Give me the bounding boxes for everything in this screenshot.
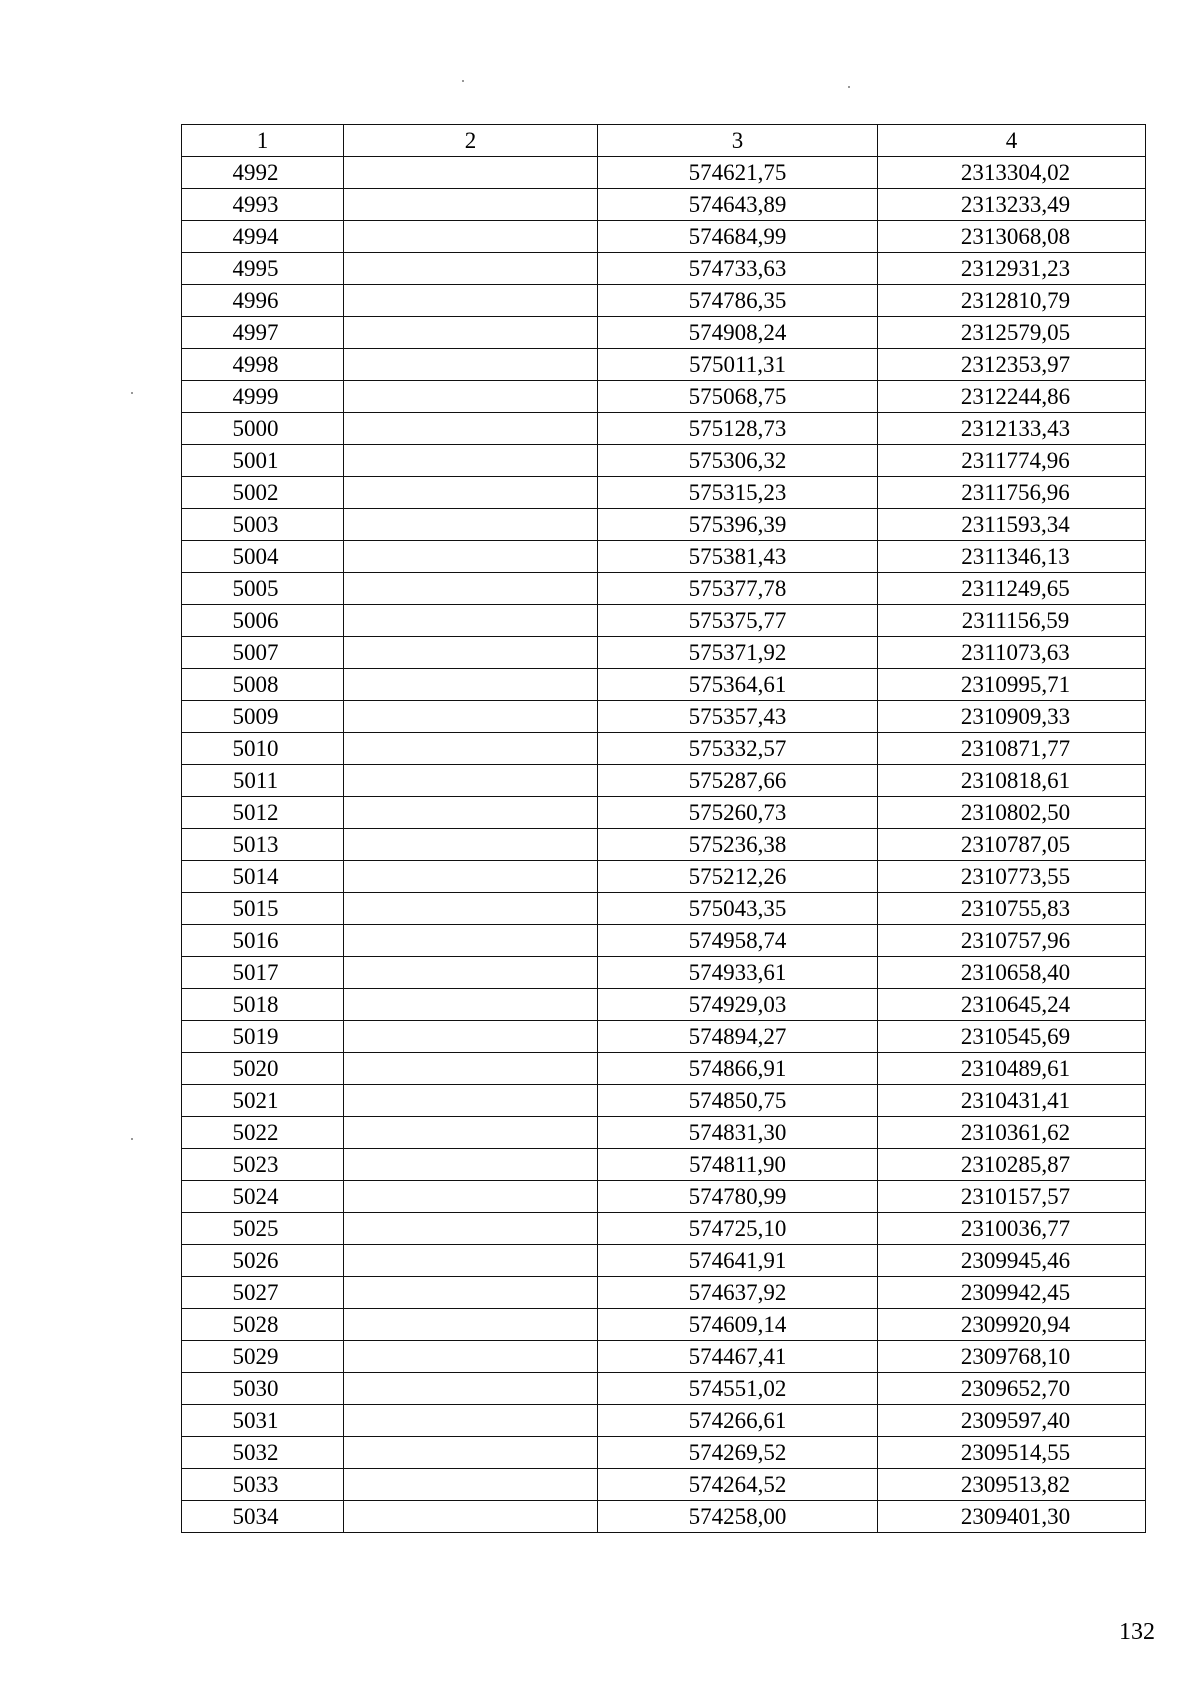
x-coordinate-cell: 574725,10 bbox=[598, 1213, 878, 1245]
scan-speck bbox=[131, 1138, 133, 1140]
note-cell bbox=[344, 1277, 598, 1309]
table-row bbox=[182, 989, 1146, 1021]
point-number-cell: 5005 bbox=[182, 573, 344, 605]
table-row bbox=[182, 1181, 1146, 1213]
point-number-cell: 5028 bbox=[182, 1309, 344, 1341]
x-coordinate-cell: 574467,41 bbox=[598, 1341, 878, 1373]
y-coordinate-cell: 2310157,57 bbox=[878, 1181, 1146, 1213]
table-row bbox=[182, 1501, 1146, 1533]
note-cell bbox=[344, 541, 598, 573]
x-coordinate-cell: 574811,90 bbox=[598, 1149, 878, 1181]
note-cell bbox=[344, 605, 598, 637]
point-number-cell: 4994 bbox=[182, 221, 344, 253]
y-coordinate-cell: 2313233,49 bbox=[878, 189, 1146, 221]
point-number-cell: 5024 bbox=[182, 1181, 344, 1213]
x-coordinate-cell: 574264,52 bbox=[598, 1469, 878, 1501]
point-number-cell: 5006 bbox=[182, 605, 344, 637]
x-coordinate-cell: 574908,24 bbox=[598, 317, 878, 349]
point-number-cell: 5012 bbox=[182, 797, 344, 829]
table-row bbox=[182, 797, 1146, 829]
table-row bbox=[182, 605, 1146, 637]
table-row bbox=[182, 1341, 1146, 1373]
x-coordinate-cell: 574958,74 bbox=[598, 925, 878, 957]
point-number-cell: 5029 bbox=[182, 1341, 344, 1373]
point-number-cell: 5019 bbox=[182, 1021, 344, 1053]
y-coordinate-cell: 2310545,69 bbox=[878, 1021, 1146, 1053]
table-row bbox=[182, 925, 1146, 957]
x-coordinate-cell: 575357,43 bbox=[598, 701, 878, 733]
table-row bbox=[182, 253, 1146, 285]
point-number-cell: 5009 bbox=[182, 701, 344, 733]
y-coordinate-cell: 2311156,59 bbox=[878, 605, 1146, 637]
y-coordinate-cell: 2309597,40 bbox=[878, 1405, 1146, 1437]
note-cell bbox=[344, 1437, 598, 1469]
table-row bbox=[182, 1309, 1146, 1341]
table-row bbox=[182, 541, 1146, 573]
x-coordinate-cell: 575332,57 bbox=[598, 733, 878, 765]
table-row bbox=[182, 1053, 1146, 1085]
point-number-cell: 5016 bbox=[182, 925, 344, 957]
scan-speck bbox=[462, 80, 464, 82]
y-coordinate-cell: 2309920,94 bbox=[878, 1309, 1146, 1341]
table-row bbox=[182, 1373, 1146, 1405]
scan-speck bbox=[848, 86, 850, 88]
x-coordinate-cell: 574641,91 bbox=[598, 1245, 878, 1277]
table-row bbox=[182, 1245, 1146, 1277]
point-number-cell: 5001 bbox=[182, 445, 344, 477]
y-coordinate-cell: 2310773,55 bbox=[878, 861, 1146, 893]
table-row bbox=[182, 1085, 1146, 1117]
table-row bbox=[182, 861, 1146, 893]
note-cell bbox=[344, 1117, 598, 1149]
note-cell bbox=[344, 221, 598, 253]
x-coordinate-cell: 574684,99 bbox=[598, 221, 878, 253]
table-row bbox=[182, 701, 1146, 733]
y-coordinate-cell: 2310871,77 bbox=[878, 733, 1146, 765]
y-coordinate-cell: 2311249,65 bbox=[878, 573, 1146, 605]
y-coordinate-cell: 2310909,33 bbox=[878, 701, 1146, 733]
note-cell bbox=[344, 1149, 598, 1181]
note-cell bbox=[344, 829, 598, 861]
table-row bbox=[182, 413, 1146, 445]
point-number-cell: 5002 bbox=[182, 477, 344, 509]
y-coordinate-cell: 2312810,79 bbox=[878, 285, 1146, 317]
x-coordinate-cell: 575396,39 bbox=[598, 509, 878, 541]
point-number-cell: 5018 bbox=[182, 989, 344, 1021]
note-cell bbox=[344, 1053, 598, 1085]
note-cell bbox=[344, 445, 598, 477]
header-col-2: 2 bbox=[344, 125, 598, 157]
y-coordinate-cell: 2310036,77 bbox=[878, 1213, 1146, 1245]
note-cell bbox=[344, 1021, 598, 1053]
point-number-cell: 5021 bbox=[182, 1085, 344, 1117]
note-cell bbox=[344, 381, 598, 413]
y-coordinate-cell: 2310802,50 bbox=[878, 797, 1146, 829]
table-row bbox=[182, 157, 1146, 189]
y-coordinate-cell: 2312133,43 bbox=[878, 413, 1146, 445]
y-coordinate-cell: 2310431,41 bbox=[878, 1085, 1146, 1117]
header-col-3: 3 bbox=[598, 125, 878, 157]
scan-speck bbox=[131, 392, 133, 394]
y-coordinate-cell: 2310285,87 bbox=[878, 1149, 1146, 1181]
note-cell bbox=[344, 1213, 598, 1245]
table-row bbox=[182, 957, 1146, 989]
table-row bbox=[182, 221, 1146, 253]
note-cell bbox=[344, 1085, 598, 1117]
x-coordinate-cell: 575315,23 bbox=[598, 477, 878, 509]
point-number-cell: 5008 bbox=[182, 669, 344, 701]
coordinates-table bbox=[181, 124, 1146, 1533]
note-cell bbox=[344, 253, 598, 285]
y-coordinate-cell: 2311774,96 bbox=[878, 445, 1146, 477]
y-coordinate-cell: 2311756,96 bbox=[878, 477, 1146, 509]
x-coordinate-cell: 575128,73 bbox=[598, 413, 878, 445]
note-cell bbox=[344, 285, 598, 317]
note-cell bbox=[344, 797, 598, 829]
y-coordinate-cell: 2310757,96 bbox=[878, 925, 1146, 957]
x-coordinate-cell: 574733,63 bbox=[598, 253, 878, 285]
point-number-cell: 4997 bbox=[182, 317, 344, 349]
note-cell bbox=[344, 1245, 598, 1277]
point-number-cell: 5030 bbox=[182, 1373, 344, 1405]
note-cell bbox=[344, 925, 598, 957]
y-coordinate-cell: 2310361,62 bbox=[878, 1117, 1146, 1149]
y-coordinate-cell: 2310818,61 bbox=[878, 765, 1146, 797]
x-coordinate-cell: 574637,92 bbox=[598, 1277, 878, 1309]
table-row bbox=[182, 381, 1146, 413]
y-coordinate-cell: 2310787,05 bbox=[878, 829, 1146, 861]
point-number-cell: 4993 bbox=[182, 189, 344, 221]
note-cell bbox=[344, 669, 598, 701]
point-number-cell: 5000 bbox=[182, 413, 344, 445]
table-row bbox=[182, 1213, 1146, 1245]
x-coordinate-cell: 574933,61 bbox=[598, 957, 878, 989]
point-number-cell: 4992 bbox=[182, 157, 344, 189]
note-cell bbox=[344, 989, 598, 1021]
note-cell bbox=[344, 413, 598, 445]
point-number-cell: 4998 bbox=[182, 349, 344, 381]
x-coordinate-cell: 574258,00 bbox=[598, 1501, 878, 1533]
x-coordinate-cell: 575236,38 bbox=[598, 829, 878, 861]
x-coordinate-cell: 575011,31 bbox=[598, 349, 878, 381]
page-number: 132 bbox=[1119, 1619, 1155, 1645]
y-coordinate-cell: 2310995,71 bbox=[878, 669, 1146, 701]
note-cell bbox=[344, 573, 598, 605]
table-row bbox=[182, 477, 1146, 509]
y-coordinate-cell: 2311073,63 bbox=[878, 637, 1146, 669]
point-number-cell: 5007 bbox=[182, 637, 344, 669]
point-number-cell: 5004 bbox=[182, 541, 344, 573]
point-number-cell: 5031 bbox=[182, 1405, 344, 1437]
x-coordinate-cell: 575212,26 bbox=[598, 861, 878, 893]
x-coordinate-cell: 574831,30 bbox=[598, 1117, 878, 1149]
note-cell bbox=[344, 157, 598, 189]
x-coordinate-cell: 574266,61 bbox=[598, 1405, 878, 1437]
note-cell bbox=[344, 765, 598, 797]
y-coordinate-cell: 2309652,70 bbox=[878, 1373, 1146, 1405]
point-number-cell: 5003 bbox=[182, 509, 344, 541]
x-coordinate-cell: 574621,75 bbox=[598, 157, 878, 189]
x-coordinate-cell: 575068,75 bbox=[598, 381, 878, 413]
point-number-cell: 5027 bbox=[182, 1277, 344, 1309]
x-coordinate-cell: 575043,35 bbox=[598, 893, 878, 925]
y-coordinate-cell: 2313068,08 bbox=[878, 221, 1146, 253]
point-number-cell: 5022 bbox=[182, 1117, 344, 1149]
note-cell bbox=[344, 1373, 598, 1405]
note-cell bbox=[344, 1181, 598, 1213]
note-cell bbox=[344, 1309, 598, 1341]
y-coordinate-cell: 2310489,61 bbox=[878, 1053, 1146, 1085]
x-coordinate-cell: 575260,73 bbox=[598, 797, 878, 829]
table-row bbox=[182, 1469, 1146, 1501]
table-row bbox=[182, 1149, 1146, 1181]
y-coordinate-cell: 2310645,24 bbox=[878, 989, 1146, 1021]
table-row bbox=[182, 669, 1146, 701]
table-row bbox=[182, 1277, 1146, 1309]
point-number-cell: 5011 bbox=[182, 765, 344, 797]
point-number-cell: 5013 bbox=[182, 829, 344, 861]
table-row bbox=[182, 893, 1146, 925]
x-coordinate-cell: 575381,43 bbox=[598, 541, 878, 573]
table-row bbox=[182, 829, 1146, 861]
note-cell bbox=[344, 349, 598, 381]
note-cell bbox=[344, 637, 598, 669]
x-coordinate-cell: 574850,75 bbox=[598, 1085, 878, 1117]
y-coordinate-cell: 2312244,86 bbox=[878, 381, 1146, 413]
point-number-cell: 5033 bbox=[182, 1469, 344, 1501]
table-row bbox=[182, 637, 1146, 669]
table-row bbox=[182, 1021, 1146, 1053]
x-coordinate-cell: 574894,27 bbox=[598, 1021, 878, 1053]
x-coordinate-cell: 575377,78 bbox=[598, 573, 878, 605]
note-cell bbox=[344, 509, 598, 541]
point-number-cell: 5020 bbox=[182, 1053, 344, 1085]
table-header bbox=[182, 125, 1146, 157]
point-number-cell: 4996 bbox=[182, 285, 344, 317]
x-coordinate-cell: 574551,02 bbox=[598, 1373, 878, 1405]
note-cell bbox=[344, 189, 598, 221]
header-col-1: 1 bbox=[182, 125, 344, 157]
table-row bbox=[182, 573, 1146, 605]
x-coordinate-cell: 574609,14 bbox=[598, 1309, 878, 1341]
table-row bbox=[182, 285, 1146, 317]
x-coordinate-cell: 574929,03 bbox=[598, 989, 878, 1021]
y-coordinate-cell: 2309514,55 bbox=[878, 1437, 1146, 1469]
point-number-cell: 5023 bbox=[182, 1149, 344, 1181]
y-coordinate-cell: 2312579,05 bbox=[878, 317, 1146, 349]
note-cell bbox=[344, 1501, 598, 1533]
note-cell bbox=[344, 893, 598, 925]
y-coordinate-cell: 2311593,34 bbox=[878, 509, 1146, 541]
point-number-cell: 5026 bbox=[182, 1245, 344, 1277]
note-cell bbox=[344, 1341, 598, 1373]
y-coordinate-cell: 2312931,23 bbox=[878, 253, 1146, 285]
note-cell bbox=[344, 701, 598, 733]
point-number-cell: 4995 bbox=[182, 253, 344, 285]
note-cell bbox=[344, 317, 598, 349]
y-coordinate-cell: 2312353,97 bbox=[878, 349, 1146, 381]
x-coordinate-cell: 575364,61 bbox=[598, 669, 878, 701]
table-row bbox=[182, 445, 1146, 477]
table-body bbox=[182, 157, 1146, 1533]
y-coordinate-cell: 2310658,40 bbox=[878, 957, 1146, 989]
point-number-cell: 5014 bbox=[182, 861, 344, 893]
note-cell bbox=[344, 957, 598, 989]
header-col-4: 4 bbox=[878, 125, 1146, 157]
table-row bbox=[182, 1117, 1146, 1149]
note-cell bbox=[344, 861, 598, 893]
point-number-cell: 5010 bbox=[182, 733, 344, 765]
note-cell bbox=[344, 733, 598, 765]
y-coordinate-cell: 2309942,45 bbox=[878, 1277, 1146, 1309]
y-coordinate-cell: 2309401,30 bbox=[878, 1501, 1146, 1533]
y-coordinate-cell: 2309513,82 bbox=[878, 1469, 1146, 1501]
y-coordinate-cell: 2309768,10 bbox=[878, 1341, 1146, 1373]
x-coordinate-cell: 575375,77 bbox=[598, 605, 878, 637]
table-row bbox=[182, 509, 1146, 541]
x-coordinate-cell: 574786,35 bbox=[598, 285, 878, 317]
x-coordinate-cell: 574780,99 bbox=[598, 1181, 878, 1213]
note-cell bbox=[344, 1405, 598, 1437]
point-number-cell: 5025 bbox=[182, 1213, 344, 1245]
x-coordinate-cell: 575287,66 bbox=[598, 765, 878, 797]
x-coordinate-cell: 574269,52 bbox=[598, 1437, 878, 1469]
note-cell bbox=[344, 477, 598, 509]
point-number-cell: 5017 bbox=[182, 957, 344, 989]
table-row bbox=[182, 317, 1146, 349]
x-coordinate-cell: 575306,32 bbox=[598, 445, 878, 477]
y-coordinate-cell: 2310755,83 bbox=[878, 893, 1146, 925]
table-row bbox=[182, 1405, 1146, 1437]
point-number-cell: 5034 bbox=[182, 1501, 344, 1533]
y-coordinate-cell: 2309945,46 bbox=[878, 1245, 1146, 1277]
y-coordinate-cell: 2313304,02 bbox=[878, 157, 1146, 189]
x-coordinate-cell: 574643,89 bbox=[598, 189, 878, 221]
point-number-cell: 4999 bbox=[182, 381, 344, 413]
table-row bbox=[182, 765, 1146, 797]
table-row bbox=[182, 349, 1146, 381]
point-number-cell: 5015 bbox=[182, 893, 344, 925]
table-row bbox=[182, 1437, 1146, 1469]
note-cell bbox=[344, 1469, 598, 1501]
point-number-cell: 5032 bbox=[182, 1437, 344, 1469]
x-coordinate-cell: 575371,92 bbox=[598, 637, 878, 669]
y-coordinate-cell: 2311346,13 bbox=[878, 541, 1146, 573]
table-row bbox=[182, 189, 1146, 221]
x-coordinate-cell: 574866,91 bbox=[598, 1053, 878, 1085]
header-row bbox=[182, 125, 1146, 157]
table-row bbox=[182, 733, 1146, 765]
